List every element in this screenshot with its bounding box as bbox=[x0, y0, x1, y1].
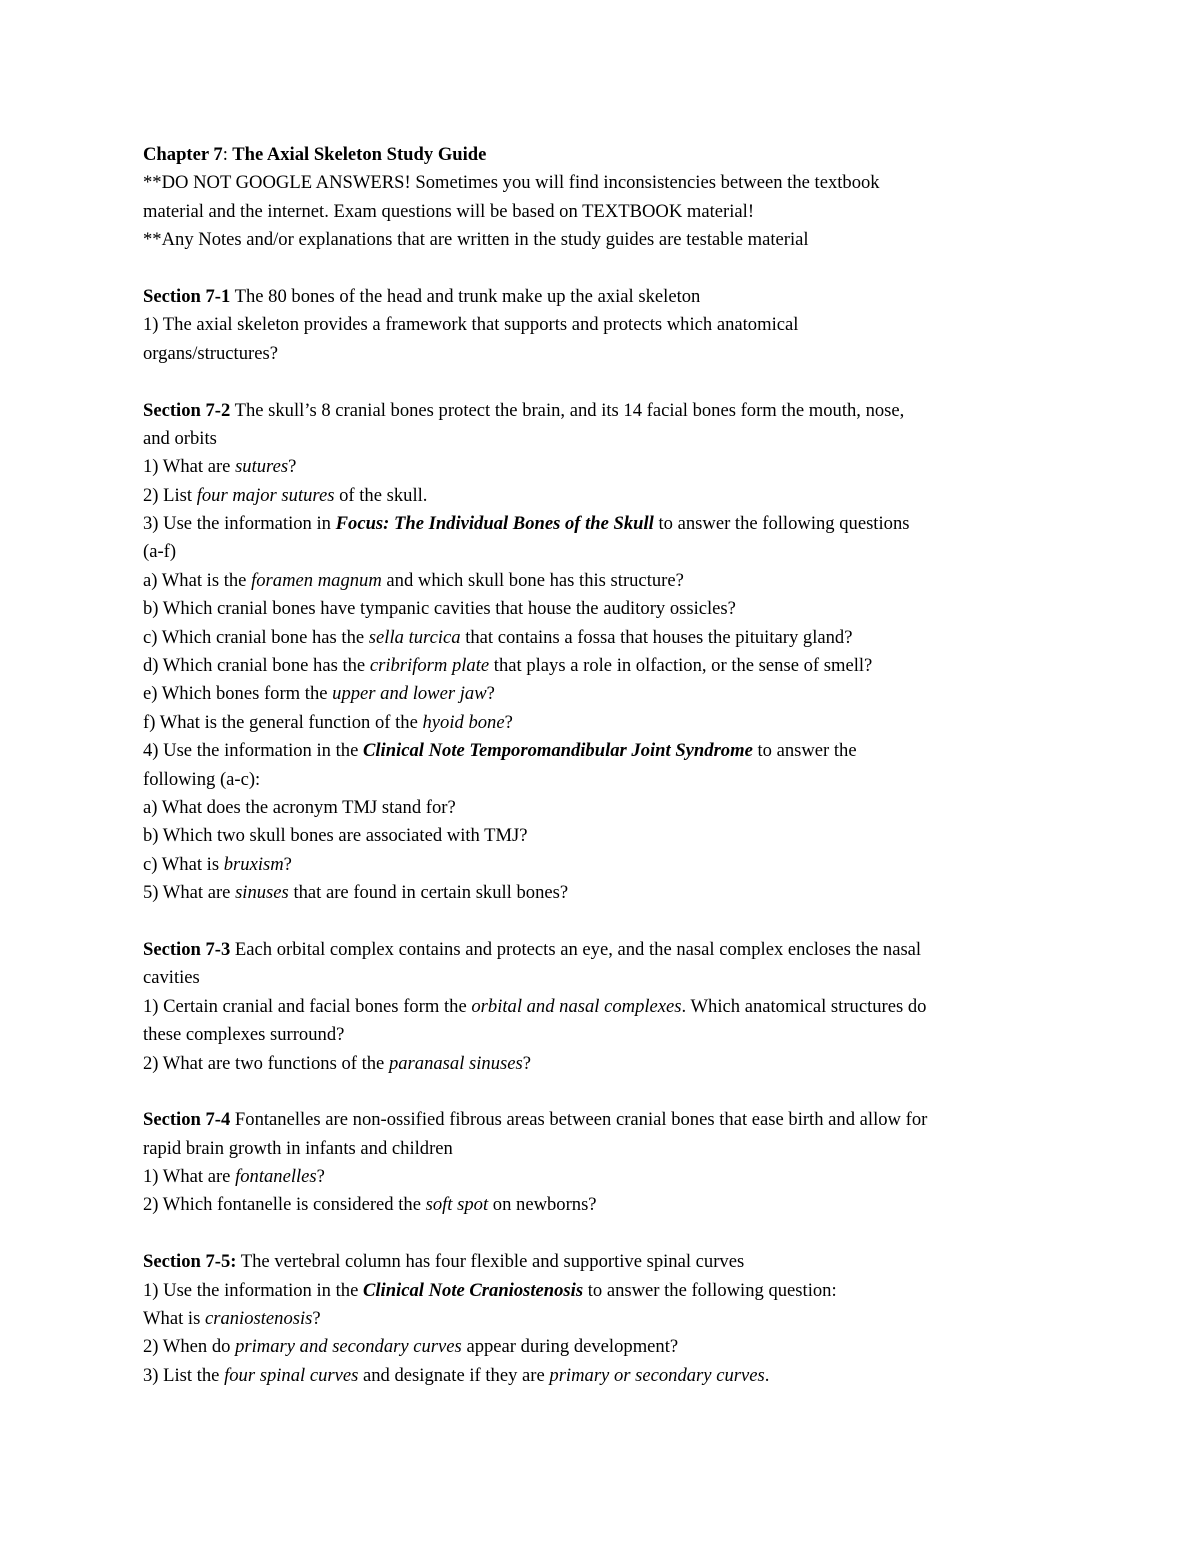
warning-line-1: **DO NOT GOOGLE ANSWERS! Sometimes you will find inconsistencies between the textbook bbox=[143, 172, 880, 194]
section-7-3-heading-cont: cavities bbox=[143, 967, 200, 989]
section-7-3-heading: Section 7-3 Each orbital complex contains and protects an eye, and the nasal complex encloses the nasal bbox=[143, 938, 922, 960]
section-7-5-question-3: 3) List the four spinal curves and designate if they are primary or secondary curves. bbox=[143, 1364, 770, 1386]
section-7-3-question-1-cont: these complexes surround? bbox=[143, 1024, 345, 1046]
section-7-5-question-1-cont: What is craniostenosis? bbox=[143, 1308, 321, 1330]
section-7-2-heading-cont: and orbits bbox=[143, 427, 217, 449]
section-7-2-question-3: 3) Use the information in Focus: The Individual Bones of the Skull to answer the following questions bbox=[143, 513, 910, 535]
section-7-2-question-4a: a) What does the acronym TMJ stand for? bbox=[143, 796, 456, 818]
warning-line-2: material and the internet. Exam questions will be based on TEXTBOOK material! bbox=[143, 200, 755, 222]
section-7-2-question-3b: b) Which cranial bones have tympanic cavities that house the auditory ossicles? bbox=[143, 598, 736, 620]
section-7-4-heading-cont: rapid brain growth in infants and children bbox=[143, 1137, 453, 1159]
section-7-4-heading: Section 7-4 Fontanelles are non-ossified fibrous areas between cranial bones that ease birth and allow for bbox=[143, 1109, 928, 1131]
section-7-2-question-4b: b) Which two skull bones are associated with TMJ? bbox=[143, 825, 528, 847]
section-7-2-heading: Section 7-2 The skull’s 8 cranial bones protect the brain, and its 14 facial bones form the mouth, nose, bbox=[143, 399, 905, 421]
section-7-1-heading: Section 7-1 The 80 bones of the head and trunk make up the axial skeleton bbox=[143, 285, 701, 307]
section-7-2-question-3-cont: (a-f) bbox=[143, 541, 177, 563]
document-title: Chapter 7: The Axial Skeleton Study Guide bbox=[143, 144, 487, 165]
section-7-5-heading: Section 7-5: The vertebral column has four flexible and supportive spinal curves bbox=[143, 1251, 745, 1273]
section-7-3-question-1: 1) Certain cranial and facial bones form the orbital and nasal complexes. Which anatomical structures do bbox=[143, 995, 927, 1017]
section-7-2-question-4: 4) Use the information in the Clinical Note Temporomandibular Joint Syndrome to answer the bbox=[143, 740, 857, 762]
section-7-2-question-3f: f) What is the general function of the hyoid bone? bbox=[143, 711, 513, 733]
section-7-1-question-1-cont: organs/structures? bbox=[143, 342, 278, 364]
section-7-5-question-2: 2) When do primary and secondary curves appear during development? bbox=[143, 1336, 679, 1358]
section-7-3-question-2: 2) What are two functions of the paranasal sinuses? bbox=[143, 1052, 532, 1074]
section-7-2-question-1: 1) What are sutures? bbox=[143, 456, 297, 478]
section-7-5-question-1: 1) Use the information in the Clinical Note Craniostenosis to answer the following question: bbox=[143, 1279, 837, 1301]
section-7-2-question-3c: c) Which cranial bone has the sella turcica that contains a fossa that houses the pituitary gland? bbox=[143, 626, 853, 648]
study-guide-page bbox=[143, 141, 1063, 1390]
testable-note: **Any Notes and/or explanations that are written in the study guides are testable material bbox=[143, 229, 809, 251]
section-7-2-question-4-cont: following (a-c): bbox=[143, 768, 261, 790]
section-7-2-question-3e: e) Which bones form the upper and lower jaw? bbox=[143, 683, 495, 705]
section-7-2-question-2: 2) List four major sutures of the skull. bbox=[143, 484, 428, 506]
section-7-2-question-4c: c) What is bruxism? bbox=[143, 853, 292, 875]
section-7-4-question-2: 2) Which fontanelle is considered the soft spot on newborns? bbox=[143, 1194, 597, 1216]
section-7-1-question-1: 1) The axial skeleton provides a framework that supports and protects which anatomical bbox=[143, 314, 799, 336]
section-7-2-question-3a: a) What is the foramen magnum and which skull bone has this structure? bbox=[143, 569, 684, 591]
section-7-4-question-1: 1) What are fontanelles? bbox=[143, 1166, 325, 1188]
section-7-2-question-3d: d) Which cranial bone has the cribriform plate that plays a role in olfaction, or the sense of smell? bbox=[143, 655, 873, 677]
section-7-2-question-5: 5) What are sinuses that are found in certain skull bones? bbox=[143, 882, 569, 904]
